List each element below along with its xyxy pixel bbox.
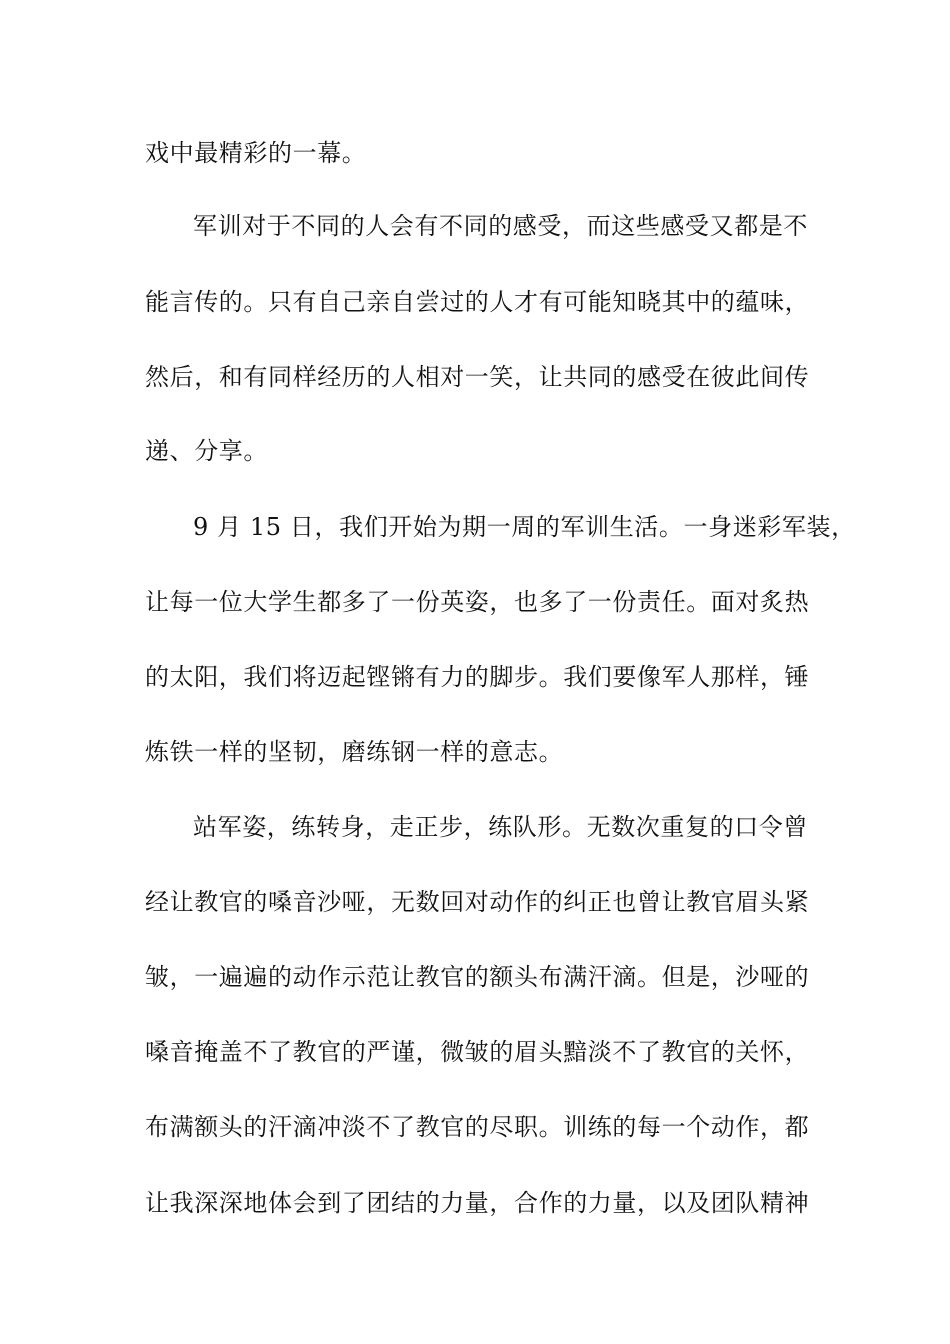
paragraph-3-line-4: 嗓音掩盖不了教官的严谨，微皱的眉头黯淡不了教官的关怀， xyxy=(145,1038,810,1066)
paragraph-3-line-5: 布满额头的汗滴冲淡不了教官的尽职。训练的每一个动作，都 xyxy=(145,1113,810,1141)
paragraph-3-line-1: 站军姿，练转身，走正步，练队形。无数次重复的口令曾 xyxy=(193,813,808,841)
paragraph-1-line-1: 军训对于不同的人会有不同的感受，而这些感受又都是不 xyxy=(193,212,808,240)
paragraph-2-line-3: 的太阳，我们将迈起铿锵有力的脚步。我们要像军人那样，锤 xyxy=(145,663,810,691)
paragraph-2-line-4: 炼铁一样的坚韧，磨练钢一样的意志。 xyxy=(145,738,564,766)
text-line-1: 戏中最精彩的一幕。 xyxy=(145,139,367,167)
paragraph-3-line-6: 让我深深地体会到了团结的力量，合作的力量，以及团队精神 xyxy=(145,1189,810,1217)
paragraph-3-line-2: 经让教官的嗓音沙哑，无数回对动作的纠正也曾让教官眉头紧 xyxy=(145,888,810,916)
paragraph-1-line-2: 能言传的。只有自己亲自尝过的人才有可能知晓其中的蕴味， xyxy=(145,288,810,316)
paragraph-2-line-1: 9 月 15 日，我们开始为期一周的军训生活。一身迷彩军装， xyxy=(193,513,856,541)
paragraph-2-line-2: 让每一位大学生都多了一份英姿，也多了一份责任。面对炙热 xyxy=(145,588,810,616)
paragraph-1-line-3: 然后，和有同样经历的人相对一笑，让共同的感受在彼此间传 xyxy=(145,363,810,391)
paragraph-1-line-4: 递、分享。 xyxy=(145,437,268,465)
paragraph-3-line-3: 皱，一遍遍的动作示范让教官的额头布满汗滴。但是，沙哑的 xyxy=(145,963,810,991)
